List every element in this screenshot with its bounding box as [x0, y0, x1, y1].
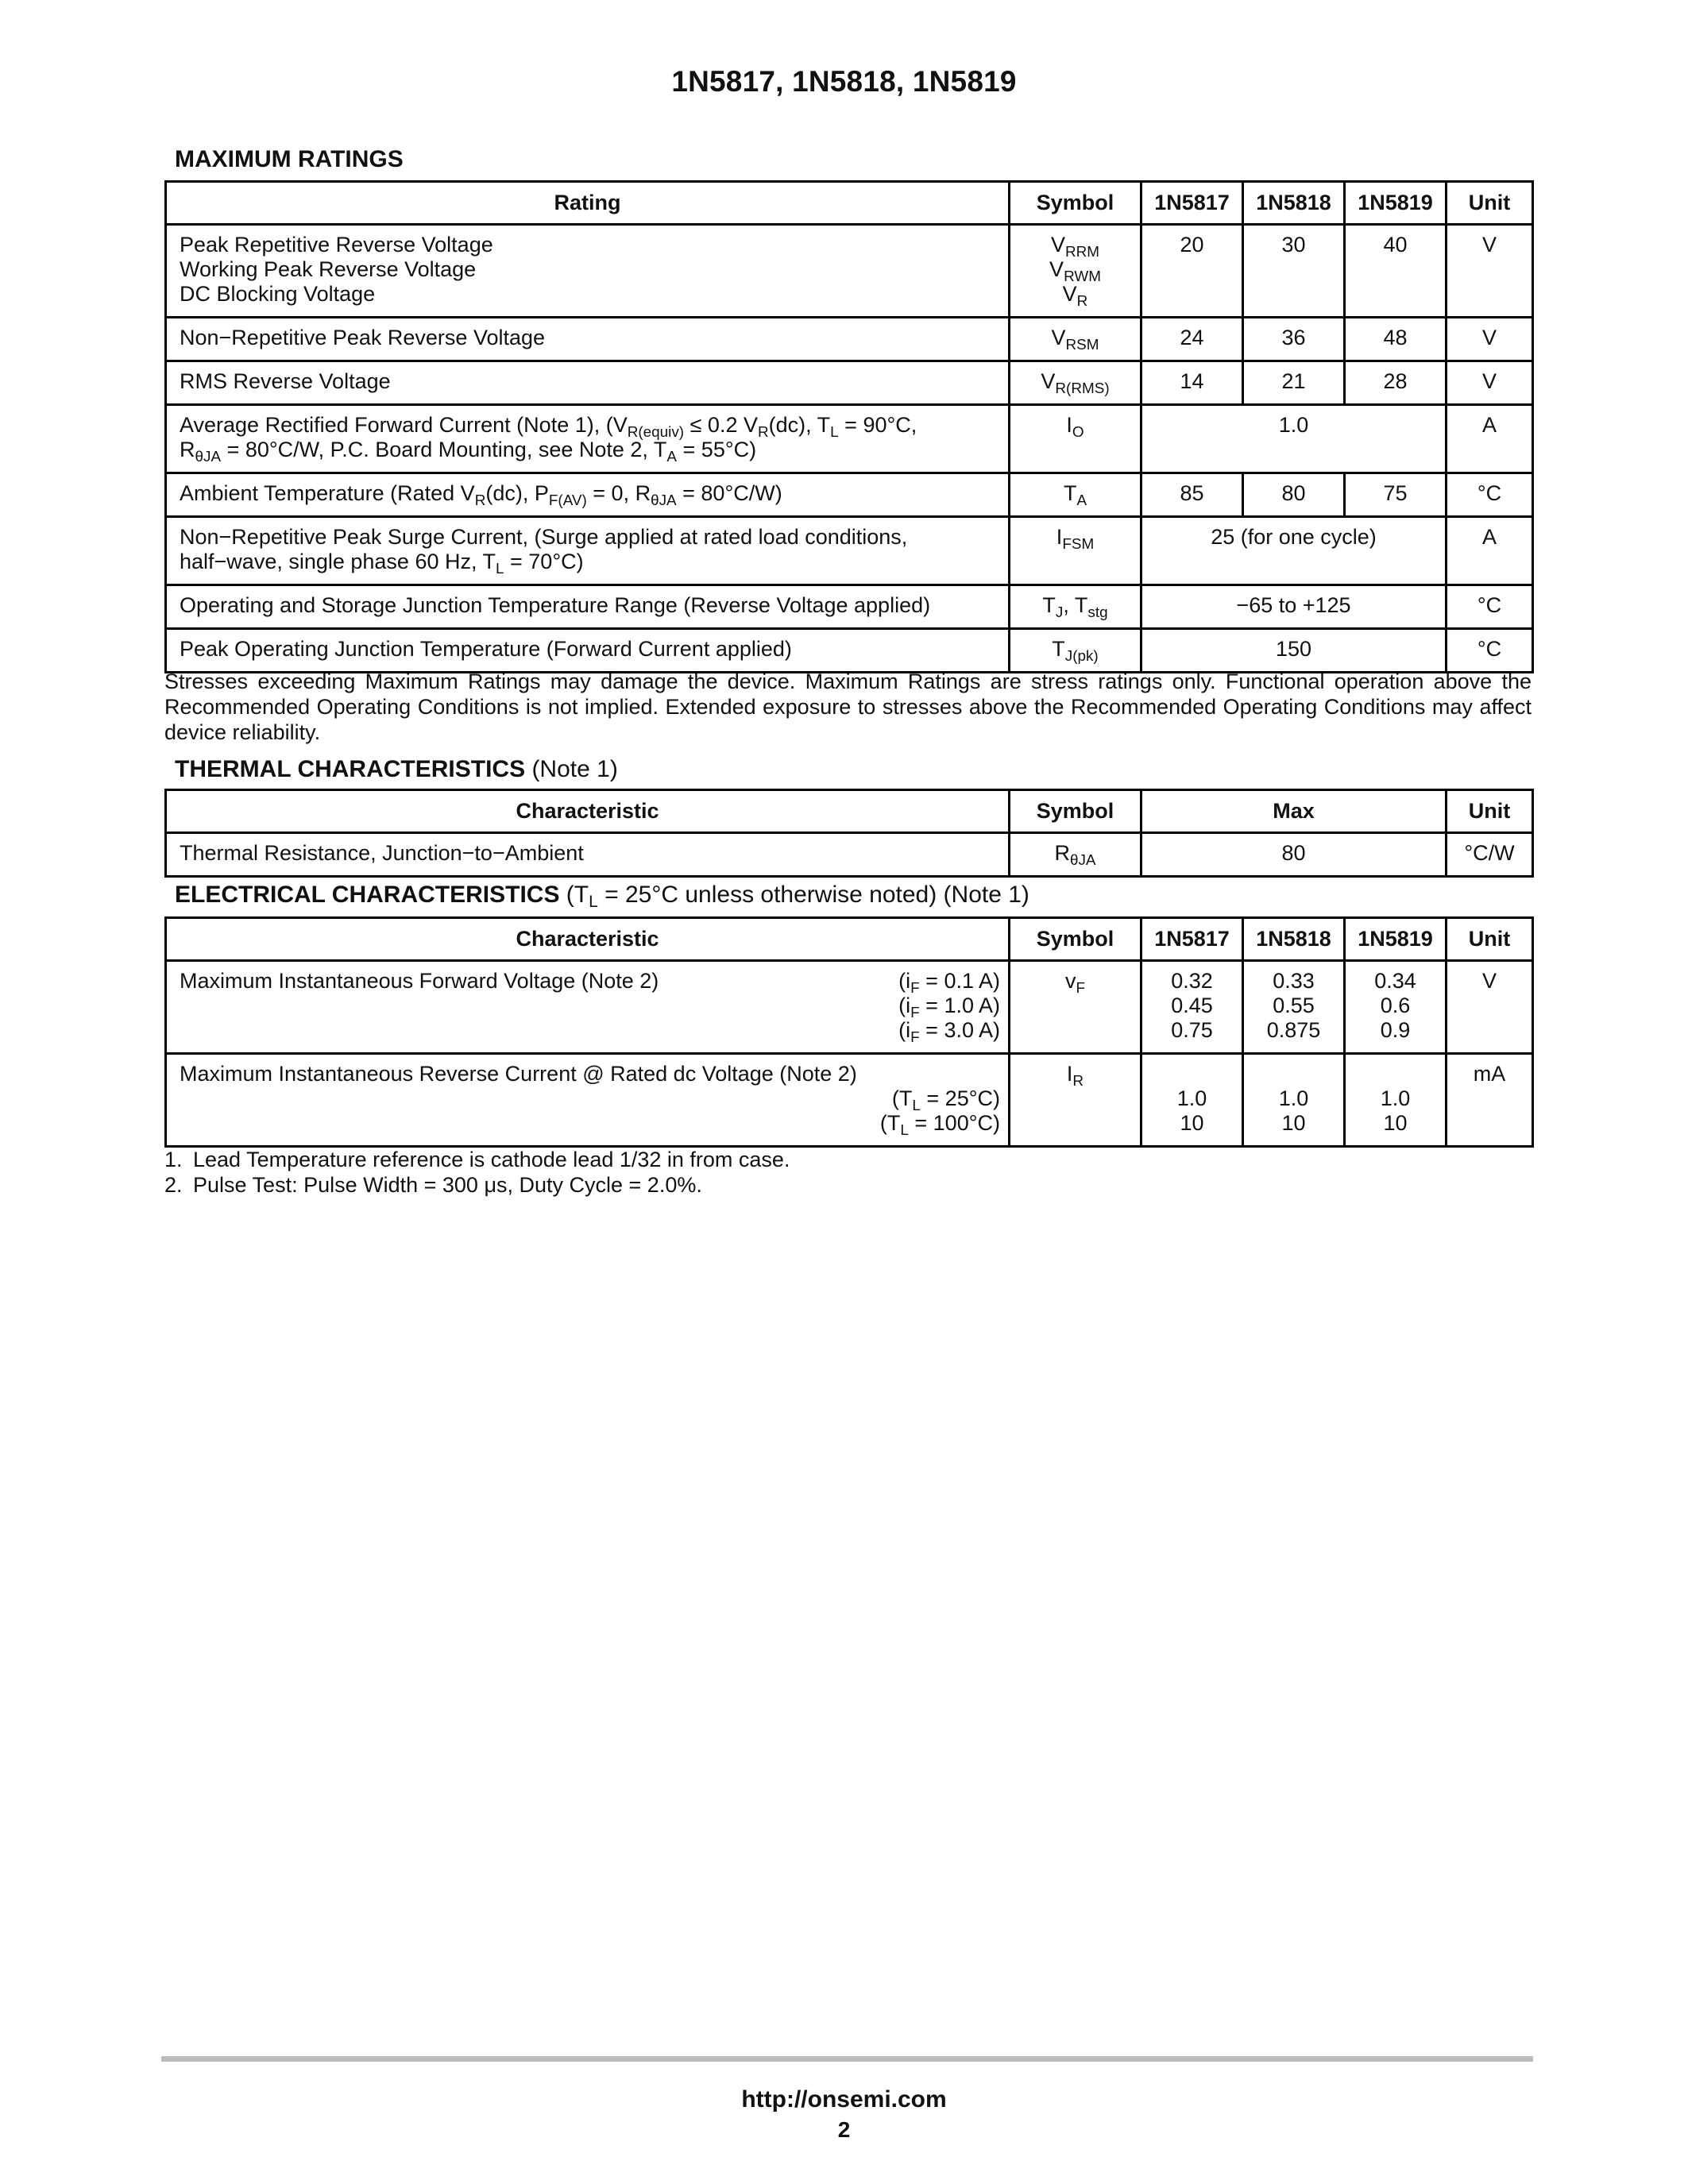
value-cell: 21: [1243, 361, 1345, 405]
rating-cell: Ambient Temperature (Rated $V_R(dc)$, $P_{F(AV)} = 0$, $R_{\theta JA} = 80^\circ C/W$): [166, 473, 1010, 517]
value-cell: 40: [1345, 225, 1447, 318]
col-header: Characteristic: [166, 918, 1010, 961]
unit-cell: V: [1447, 225, 1533, 318]
col-header: 1N5818: [1243, 182, 1345, 225]
footnotes: [164, 1147, 790, 1198]
col-header: 1N5819: [1345, 182, 1447, 225]
table-row: [166, 361, 1533, 405]
unit-cell: mA: [1447, 1054, 1533, 1147]
rating-cell: Peak Repetitive Reverse Voltage Working Peak Reverse Voltage DC Blocking Voltage: [166, 225, 1010, 318]
col-header: Unit: [1447, 790, 1533, 833]
table-row: [166, 629, 1533, 673]
symbol-cell: $I_O$: [1010, 405, 1141, 473]
col-header: 1N5819: [1345, 918, 1447, 961]
value-cell: 80: [1141, 833, 1447, 877]
value-cell: 80: [1243, 473, 1345, 517]
value-cell: 20: [1141, 225, 1243, 318]
table-row: [166, 318, 1533, 361]
characteristic-cell: Maximum Instantaneous Forward Voltage (Note 2) ($i_F = 0.1$ A) ($i_F = 1.0$ A) ($i_F = 3.0$ A): [166, 961, 1010, 1054]
page-number: 2: [837, 2117, 851, 2142]
max-ratings-heading: MAXIMUM RATINGS: [175, 146, 404, 172]
symbol-cell: $V_{RRM}$ $V_{RWM}$ $V_R$: [1010, 225, 1141, 318]
footnote: 1. Lead Temperature reference is cathode lead 1/32 in from case.: [164, 1148, 790, 1171]
symbol-cell: $R_{\theta JA}$: [1010, 833, 1141, 877]
value-cell: 85: [1141, 473, 1243, 517]
unit-cell: A: [1447, 517, 1533, 585]
unit-cell: A: [1447, 405, 1533, 473]
value-cell: 150: [1141, 629, 1447, 673]
col-header: Rating: [166, 182, 1010, 225]
symbol-cell: $V_{RSM}$: [1010, 318, 1141, 361]
table-header-row: [166, 790, 1533, 833]
table-row: [166, 585, 1533, 629]
value-cell: −65 to +125: [1141, 585, 1447, 629]
rating-cell: Operating and Storage Junction Temperature Range (Reverse Voltage applied): [166, 585, 1010, 629]
value-cell: 0.33 0.55 0.875: [1243, 961, 1345, 1054]
col-header: 1N5817: [1141, 918, 1243, 961]
table-row: [166, 473, 1533, 517]
thermal-heading: THERMAL CHARACTERISTICS (Note 1): [175, 756, 618, 782]
unit-cell: °C: [1447, 585, 1533, 629]
table-row: [166, 225, 1533, 318]
rating-cell: Non−Repetitive Peak Reverse Voltage: [166, 318, 1010, 361]
symbol-cell: $T_A$: [1010, 473, 1141, 517]
value-cell: 25 (for one cycle): [1141, 517, 1447, 585]
rating-cell: Peak Operating Junction Temperature (Forward Current applied): [166, 629, 1010, 673]
col-header: Characteristic: [166, 790, 1010, 833]
value-cell: 36: [1243, 318, 1345, 361]
stress-disclaimer: Stresses exceeding Maximum Ratings may damage the device. Maximum Ratings are stress ratings only. Functional operation above the Recommended Operating Conditions is not implied. Extended exposure to stresses above the Recommended Operating Conditions may affect device reliability.: [164, 669, 1532, 744]
value-cell: 1.0 10: [1243, 1054, 1345, 1147]
symbol-cell: $I_R$: [1010, 1054, 1141, 1147]
value-cell: 24: [1141, 318, 1243, 361]
table-header-row: [166, 182, 1533, 225]
col-header: Symbol: [1010, 182, 1141, 225]
col-header: Max: [1141, 790, 1447, 833]
electrical-table: [164, 916, 1534, 1148]
electrical-heading: ELECTRICAL CHARACTERISTICS ($T_L = 25^\circ C$ unless otherwise noted) (Note 1): [175, 882, 1029, 911]
col-header: 1N5818: [1243, 918, 1345, 961]
value-cell: 75: [1345, 473, 1447, 517]
value-cell: 30: [1243, 225, 1345, 318]
value-cell: 48: [1345, 318, 1447, 361]
footnote: 2. Pulse Test: Pulse Width = 300 μs, Duty Cycle = 2.0%.: [164, 1173, 702, 1197]
table-header-row: [166, 918, 1533, 961]
footer-url: http://onsemi.com: [741, 2086, 947, 2113]
thermal-table: [164, 789, 1534, 878]
page-title: 1N5817, 1N5818, 1N5819: [671, 65, 1017, 98]
unit-cell: V: [1447, 361, 1533, 405]
table-row: [166, 1054, 1533, 1147]
col-header: 1N5817: [1141, 182, 1243, 225]
characteristic-cell: Thermal Resistance, Junction−to−Ambient: [166, 833, 1010, 877]
table-row: [166, 961, 1533, 1054]
rating-cell: Average Rectified Forward Current (Note 1), ($V_{R(equiv)} \le 0.2$ $V_R(dc)$, $T_L = 90^\circ C$, $R_{\theta JA} = 80^\circ C/W$, P.C. Board Mounting, see Note 2, $T_A = 55^\circ C$): [166, 405, 1010, 473]
value-cell: 1.0: [1141, 405, 1447, 473]
unit-cell: °C: [1447, 629, 1533, 673]
col-header: Unit: [1447, 918, 1533, 961]
rating-cell: Non−Repetitive Peak Surge Current, (Surge applied at rated load conditions, half−wave, single phase 60 Hz, $T_L = 70^\circ C$): [166, 517, 1010, 585]
value-cell: 28: [1345, 361, 1447, 405]
table-row: [166, 517, 1533, 585]
table-row: [166, 833, 1533, 877]
value-cell: 0.32 0.45 0.75: [1141, 961, 1243, 1054]
value-cell: 14: [1141, 361, 1243, 405]
col-header: Unit: [1447, 182, 1533, 225]
col-header: Symbol: [1010, 790, 1141, 833]
col-header: Symbol: [1010, 918, 1141, 961]
symbol-cell: $T_J$, $T_{stg}$: [1010, 585, 1141, 629]
rating-cell: RMS Reverse Voltage: [166, 361, 1010, 405]
unit-cell: °C: [1447, 473, 1533, 517]
symbol-cell: $V_{R(RMS)}$: [1010, 361, 1141, 405]
unit-cell: V: [1447, 961, 1533, 1054]
value-cell: 0.34 0.6 0.9: [1345, 961, 1447, 1054]
symbol-cell: $T_{J(pk)}$: [1010, 629, 1141, 673]
footer-divider: [161, 2056, 1533, 2062]
symbol-cell: $I_{FSM}$: [1010, 517, 1141, 585]
table-row: [166, 405, 1533, 473]
max-ratings-table: [164, 180, 1534, 673]
unit-cell: °C/W: [1447, 833, 1533, 877]
symbol-cell: $v_F$: [1010, 961, 1141, 1054]
value-cell: 1.0 10: [1141, 1054, 1243, 1147]
characteristic-cell: Maximum Instantaneous Reverse Current @ Rated dc Voltage (Note 2) $(T_L = 25^\circ C)$ $(T_L = 100^\circ C)$: [166, 1054, 1010, 1147]
value-cell: 1.0 10: [1345, 1054, 1447, 1147]
unit-cell: V: [1447, 318, 1533, 361]
